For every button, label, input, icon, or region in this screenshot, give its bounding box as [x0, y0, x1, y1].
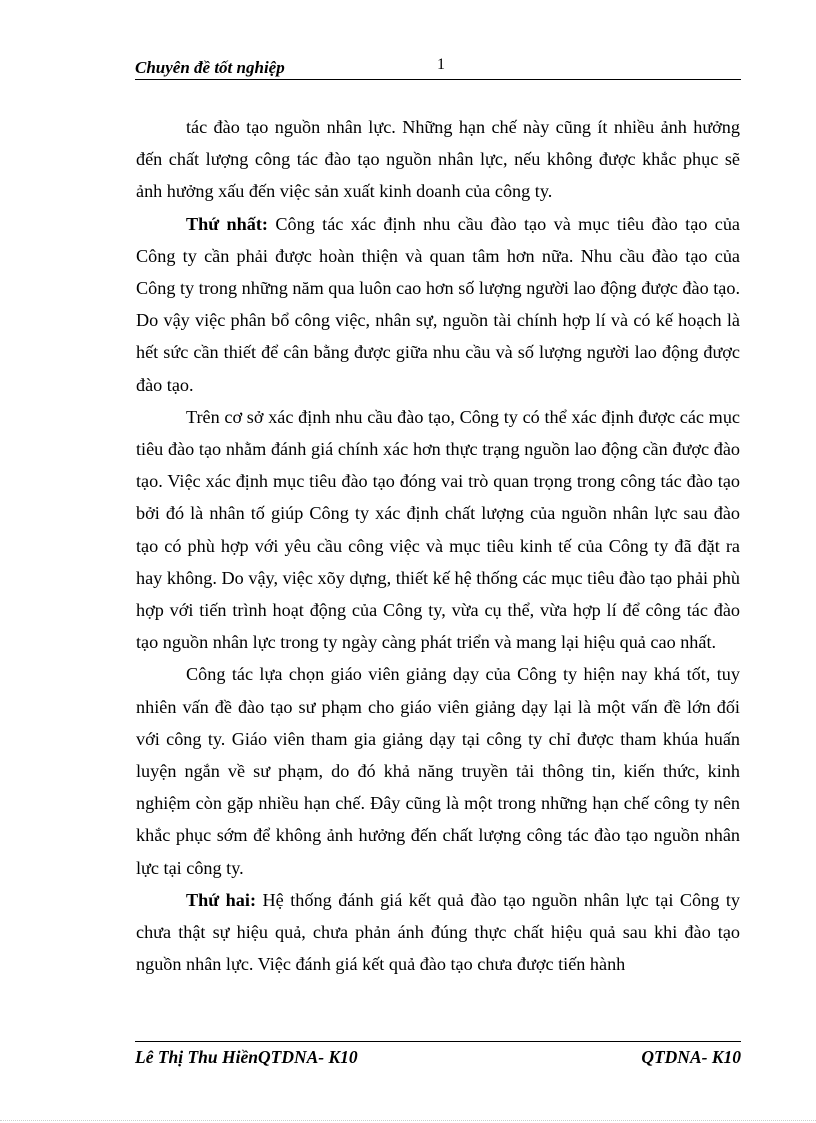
page-footer [135, 1047, 741, 1071]
paragraph-5 [136, 884, 740, 981]
page-number: 1 [437, 56, 445, 73]
paragraph-3: Trên cơ sở xác định nhu cầu đào tạo, Công ty có thể xác định được các mục tiêu đào tạo nhằm đánh giá chính xác hơn thực trạng nguồn lao động cần được đào tạo. Việc xác định mục tiêu đào tạo đóng vai trò quan trọng trong công tác đào tạo bởi đó là nhân tố giúp Công ty xác định chất lượng của nguồn nhân lực sau đào tạo có phù hợp với yêu cầu công việc và mục tiêu kinh tế của Công ty đã đặt ra hay không. Do vậy, việc xõy dựng, thiết kế hệ thống các mục tiêu đào tạo phải phù hợp với tiến trình hoạt động của Công ty, vừa cụ thể, vừa hợp lí để công tác đào tạo nguồn nhân lực trong ty ngày càng phát triển và mang lại hiệu quả cao nhất. [136, 406, 740, 653]
page-header [135, 56, 741, 80]
page-edge [0, 1120, 816, 1121]
paragraph-4: Công tác lựa chọn giáo viên giảng dạy của Công ty hiện nay khá tốt, tuy nhiên vấn đề đào tạo sư phạm cho giáo viên giảng dạy lại là một vấn đề lớn đối với công ty. Giáo viên tham gia giảng dạy tại công ty chỉ được tham khúa huấn luyện ngắn về sư phạm, do đó khả năng truyền tải thông tin, kiến thức, kinh nghiệm còn gặp nhiều hạn chế. Đây cũng là một trong những hạn chế công ty nên khắc phục sớm để không ảnh hưởng đến chất lượng công tác đào tạo nguồn nhân lực tại công ty. [136, 664, 740, 878]
body-text [136, 111, 740, 980]
paragraph-2 [136, 208, 740, 401]
paragraph-2-text: Công tác xác định nhu cầu đào tạo và mục tiêu đào tạo của Công ty cần phải được hoàn thiện và quan tâm hơn nữa. Nhu cầu đào tạo của Công ty trong những năm qua luôn cao hơn số lượng người lao động được đào tạo. Do vậy việc phân bổ công việc, nhân sự, nguồn tài chính hợp lí và có kế hoạch là hết sức cần thiết để cân bằng được giữa nhu cầu và số lượng người lao động được đào tạo. [136, 213, 740, 395]
paragraph-1: tác đào tạo nguồn nhân lực. Những hạn chế này cũng ít nhiều ảnh hưởng đến chất lượng công tác đào tạo nguồn nhân lực, nếu không được khắc phục sẽ ảnh hưởng xấu đến việc sản xuất kinh doanh của công ty. [136, 117, 740, 202]
header-title: Chuyên đề tốt nghiệp [135, 58, 285, 77]
paragraph-5-text: Hệ thống đánh giá kết quả đào tạo nguồn nhân lực tại Công ty chưa thật sự hiệu quả, chưa phản ánh đúng thực chất hiệu quả sau khi đào tạo nguồn nhân lực. Việc đánh giá kết quả đào tạo chưa được tiến hành [136, 889, 740, 975]
header-divider [135, 79, 741, 80]
paragraph-2-lead: Thứ nhất: [186, 213, 268, 234]
footer-divider [135, 1041, 741, 1042]
footer-class: QTDNA- K10 [641, 1047, 741, 1067]
footer-author: Lê Thị Thu HiềnQTDNA- K10 [135, 1047, 358, 1067]
paragraph-5-lead: Thứ hai: [186, 889, 256, 910]
